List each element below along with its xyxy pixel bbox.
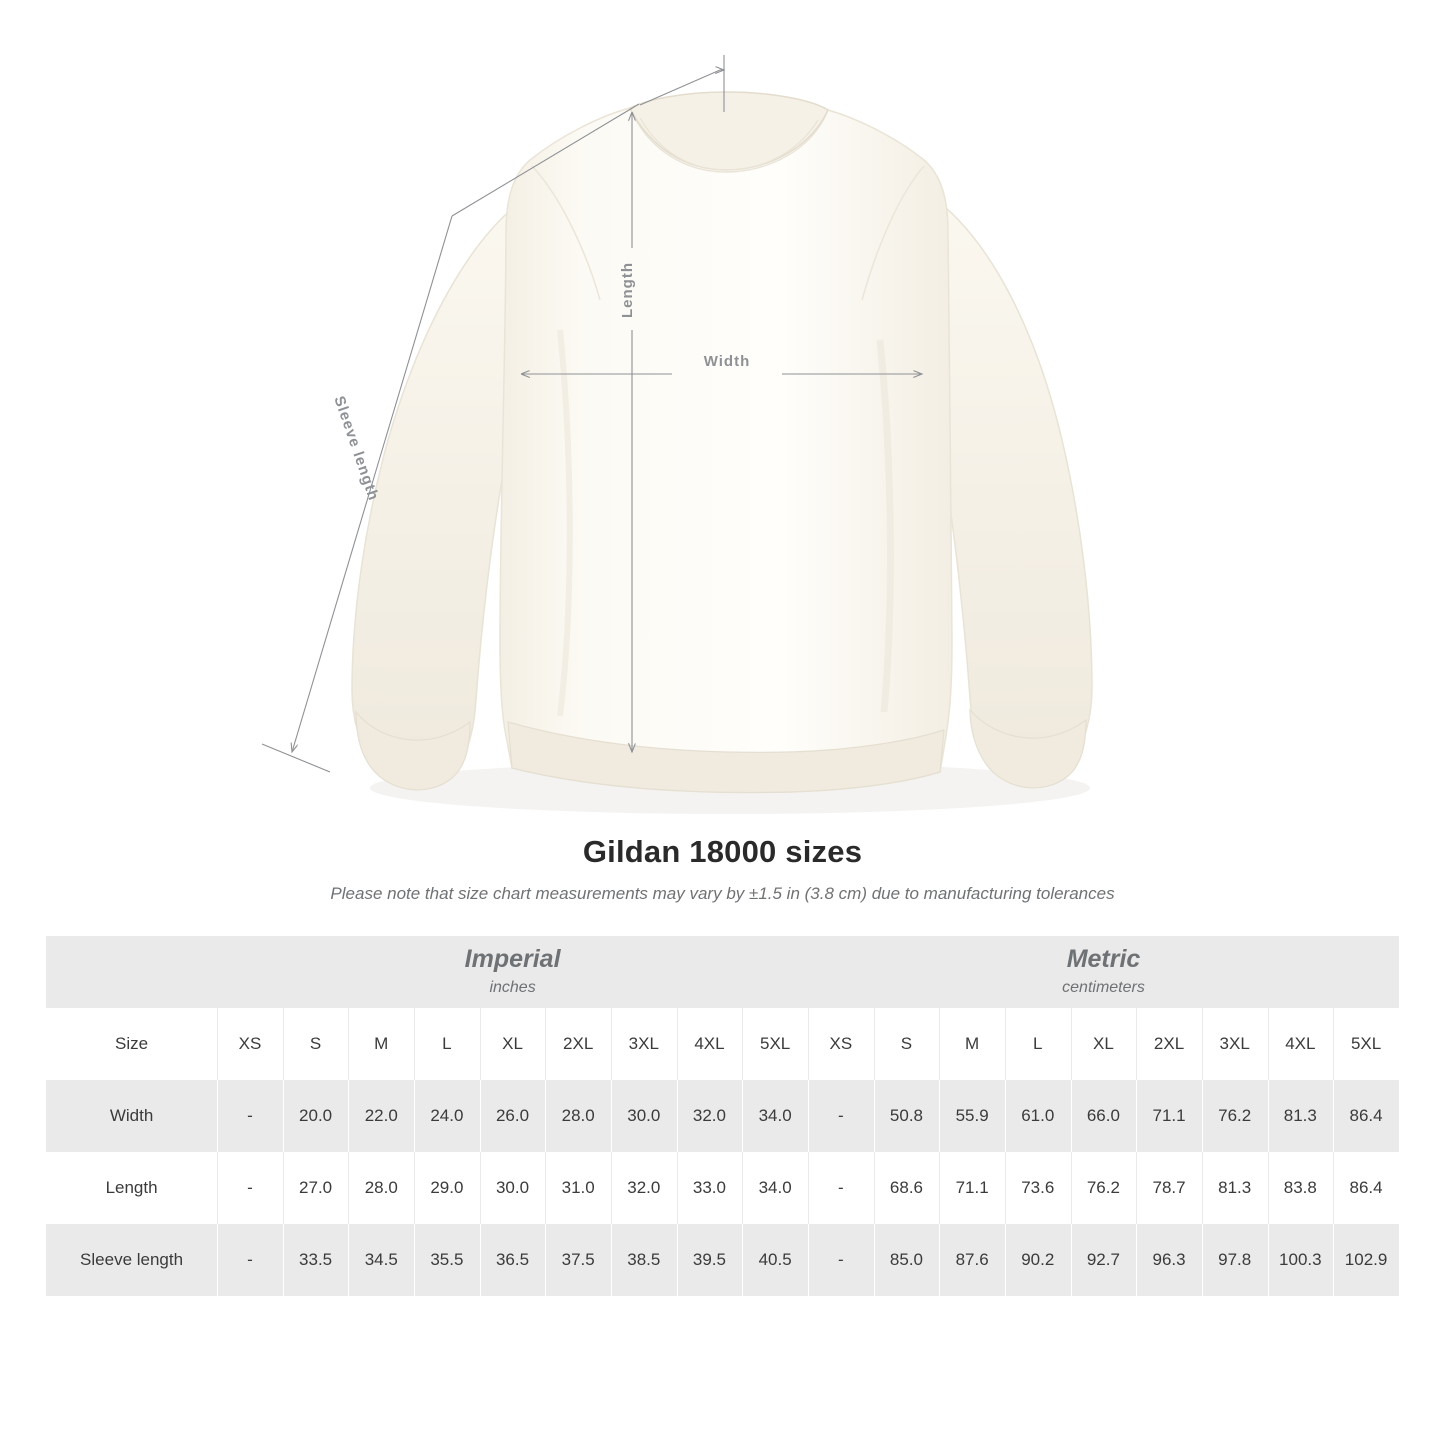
cell-width-metric-xl: 66.0 (1071, 1080, 1137, 1152)
header-imperial-l: L (414, 1008, 480, 1080)
header-metric-2xl: 2XL (1136, 1008, 1202, 1080)
cell-sleeve-metric-3xl: 97.8 (1202, 1224, 1268, 1296)
header-imperial-xl: XL (480, 1008, 546, 1080)
table-row-length (46, 1152, 1399, 1224)
cell-length-metric-2xl: 78.7 (1136, 1152, 1202, 1224)
cell-sleeve-imperial-3xl: 38.5 (611, 1224, 677, 1296)
cell-length-metric-5xl: 86.4 (1333, 1152, 1399, 1224)
cell-width-metric-4xl: 81.3 (1268, 1080, 1334, 1152)
size-chart-table-wrap (46, 936, 1399, 1296)
row-label-width: Width (46, 1080, 217, 1152)
table-header-row (46, 1008, 1399, 1080)
cell-sleeve-imperial-s: 33.5 (283, 1224, 349, 1296)
header-imperial-2xl: 2XL (545, 1008, 611, 1080)
cell-width-metric-s: 50.8 (874, 1080, 940, 1152)
imperial-title: Imperial (464, 944, 561, 973)
cell-length-metric-xs: - (808, 1152, 874, 1224)
cell-sleeve-metric-xl: 92.7 (1071, 1224, 1137, 1296)
cell-width-imperial-l: 24.0 (414, 1080, 480, 1152)
cell-length-imperial-m: 28.0 (348, 1152, 414, 1224)
cell-length-metric-s: 68.6 (874, 1152, 940, 1224)
unit-header-spacer (46, 936, 217, 1008)
cell-width-imperial-s: 20.0 (283, 1080, 349, 1152)
chart-title-block (0, 834, 1445, 904)
page-title: Gildan 18000 sizes (582, 834, 863, 869)
cell-width-imperial-xl: 26.0 (480, 1080, 546, 1152)
cell-width-metric-5xl: 86.4 (1333, 1080, 1399, 1152)
size-column-header: Size (46, 1008, 217, 1080)
cell-sleeve-metric-4xl: 100.3 (1268, 1224, 1334, 1296)
cell-length-imperial-l: 29.0 (414, 1152, 480, 1224)
header-metric-3xl: 3XL (1202, 1008, 1268, 1080)
header-imperial-xs: XS (217, 1008, 283, 1080)
cell-width-metric-m: 55.9 (939, 1080, 1005, 1152)
cell-width-metric-2xl: 71.1 (1136, 1080, 1202, 1152)
metric-header (808, 936, 1399, 1008)
header-imperial-m: M (348, 1008, 414, 1080)
header-imperial-5xl: 5XL (742, 1008, 808, 1080)
cell-sleeve-imperial-2xl: 37.5 (545, 1224, 611, 1296)
length-label: Length (619, 262, 636, 318)
header-metric-l: L (1005, 1008, 1071, 1080)
cell-width-imperial-m: 22.0 (348, 1080, 414, 1152)
header-metric-xl: XL (1071, 1008, 1137, 1080)
row-label-length: Length (46, 1152, 217, 1224)
cell-length-metric-l: 73.6 (1005, 1152, 1071, 1224)
cell-length-imperial-3xl: 32.0 (611, 1152, 677, 1224)
cell-sleeve-metric-xs: - (808, 1224, 874, 1296)
cell-length-imperial-5xl: 34.0 (742, 1152, 808, 1224)
header-imperial-s: S (283, 1008, 349, 1080)
cell-width-imperial-2xl: 28.0 (545, 1080, 611, 1152)
cell-width-imperial-4xl: 32.0 (677, 1080, 743, 1152)
header-metric-xs: XS (808, 1008, 874, 1080)
header-metric-5xl: 5XL (1333, 1008, 1399, 1080)
cell-sleeve-metric-5xl: 102.9 (1333, 1224, 1399, 1296)
cell-length-imperial-xl: 30.0 (480, 1152, 546, 1224)
cell-length-metric-m: 71.1 (939, 1152, 1005, 1224)
header-metric-m: M (939, 1008, 1005, 1080)
cell-length-imperial-s: 27.0 (283, 1152, 349, 1224)
cell-sleeve-metric-2xl: 96.3 (1136, 1224, 1202, 1296)
cell-length-metric-xl: 76.2 (1071, 1152, 1137, 1224)
cell-length-imperial-4xl: 33.0 (677, 1152, 743, 1224)
cell-sleeve-imperial-l: 35.5 (414, 1224, 480, 1296)
cell-sleeve-metric-s: 85.0 (874, 1224, 940, 1296)
row-label-sleeve-length: Sleeve length (46, 1224, 217, 1296)
cell-length-metric-3xl: 81.3 (1202, 1152, 1268, 1224)
cell-sleeve-imperial-xs: - (217, 1224, 283, 1296)
cell-sleeve-imperial-m: 34.5 (348, 1224, 414, 1296)
cell-length-metric-4xl: 83.8 (1268, 1152, 1334, 1224)
cell-width-imperial-3xl: 30.0 (611, 1080, 677, 1152)
cell-sleeve-metric-m: 87.6 (939, 1224, 1005, 1296)
table-row-sleeve-length (46, 1224, 1399, 1296)
cell-width-metric-l: 61.0 (1005, 1080, 1071, 1152)
imperial-header (217, 936, 808, 1008)
cell-width-metric-xs: - (808, 1080, 874, 1152)
cell-length-imperial-xs: - (217, 1152, 283, 1224)
tolerance-note: Please note that size chart measurements may vary by ±1.5 in (3.8 cm) due to manufacturing tolerances (330, 884, 1115, 903)
metric-title: Metric (1066, 944, 1141, 973)
metric-subtitle: centimeters (1062, 978, 1145, 996)
header-imperial-3xl: 3XL (611, 1008, 677, 1080)
cell-width-imperial-xs: - (217, 1080, 283, 1152)
width-label: Width (703, 353, 751, 370)
cell-sleeve-imperial-xl: 36.5 (480, 1224, 546, 1296)
imperial-subtitle: inches (489, 978, 536, 996)
size-chart-table (46, 936, 1399, 1296)
unit-header-row (46, 936, 1399, 1008)
header-imperial-4xl: 4XL (677, 1008, 743, 1080)
table-row-width (46, 1080, 1399, 1152)
header-metric-4xl: 4XL (1268, 1008, 1334, 1080)
cell-sleeve-imperial-4xl: 39.5 (677, 1224, 743, 1296)
cell-length-imperial-2xl: 31.0 (545, 1152, 611, 1224)
cell-width-imperial-5xl: 34.0 (742, 1080, 808, 1152)
header-metric-s: S (874, 1008, 940, 1080)
cell-sleeve-imperial-5xl: 40.5 (742, 1224, 808, 1296)
cell-width-metric-3xl: 76.2 (1202, 1080, 1268, 1152)
cell-sleeve-metric-l: 90.2 (1005, 1224, 1071, 1296)
sleeve-length-label: Sleeve length (330, 393, 383, 504)
